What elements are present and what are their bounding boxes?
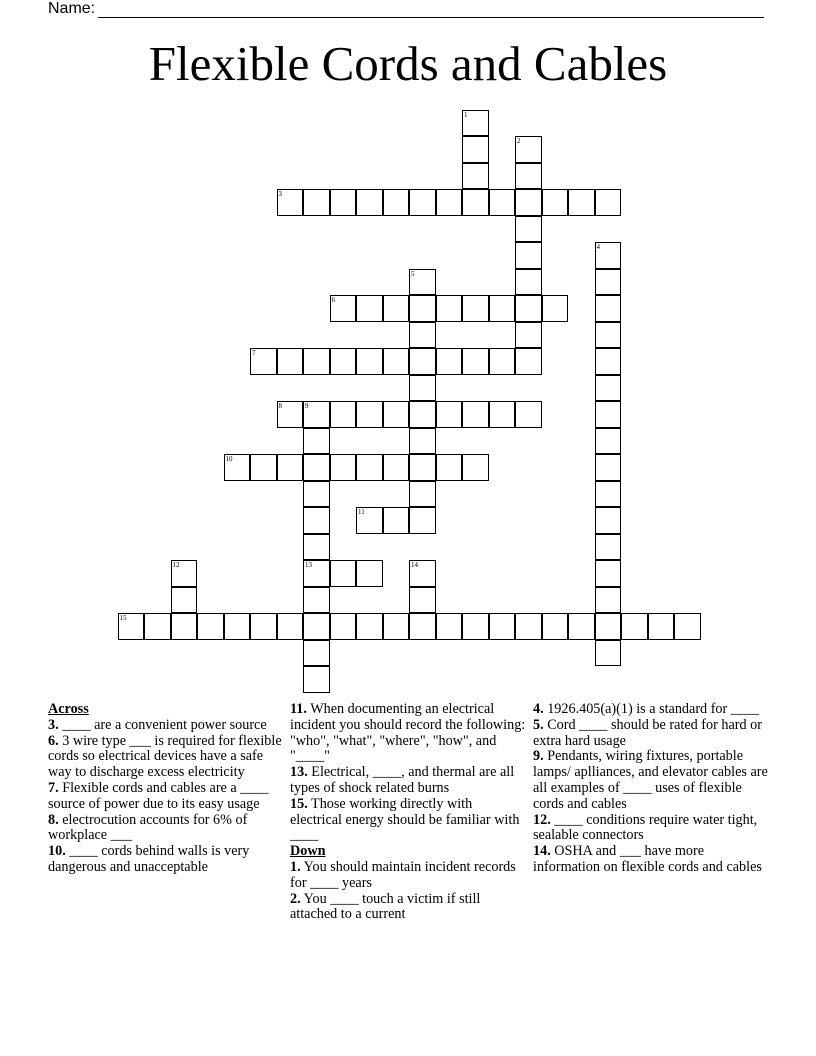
grid-cell[interactable] <box>515 613 542 640</box>
grid-cell[interactable] <box>277 348 304 375</box>
clue-number: 14 <box>411 561 418 569</box>
grid-cell[interactable] <box>409 481 436 508</box>
clue-across-15: 15. Those working directly with electrical energy should be familiar with ____ <box>290 795 520 844</box>
clue-number: 3 <box>278 190 282 198</box>
clue-number: 12 <box>172 561 180 569</box>
grid-cell[interactable] <box>542 295 569 322</box>
grid-cell[interactable] <box>409 348 436 375</box>
clues-column-3 <box>533 702 769 876</box>
grid-cell[interactable] <box>595 375 622 402</box>
grid-cell[interactable] <box>303 401 330 428</box>
grid-cell[interactable] <box>595 507 622 534</box>
grid-cell[interactable] <box>515 136 542 163</box>
grid-cell[interactable] <box>462 454 489 481</box>
grid-cell[interactable] <box>303 454 330 481</box>
grid-cell[interactable] <box>515 242 542 269</box>
grid-cell[interactable] <box>515 322 542 349</box>
grid-cell[interactable] <box>356 295 383 322</box>
clue-number: 7 <box>252 349 256 357</box>
clue-number: 2 <box>517 137 521 145</box>
grid-cell[interactable] <box>330 613 357 640</box>
grid-cell[interactable] <box>383 613 410 640</box>
grid-cell[interactable] <box>277 613 304 640</box>
grid-cell[interactable] <box>595 454 622 481</box>
grid-cell[interactable] <box>383 507 410 534</box>
grid-cell[interactable] <box>674 613 701 640</box>
grid-cell[interactable] <box>436 295 463 322</box>
grid-cell[interactable] <box>409 613 436 640</box>
grid-cell[interactable] <box>409 428 436 455</box>
grid-cell[interactable] <box>224 454 251 481</box>
name-label: Name: <box>48 0 96 17</box>
grid-cell[interactable] <box>436 613 463 640</box>
clue-number: 5 <box>411 269 415 278</box>
grid-cell[interactable] <box>383 454 410 481</box>
grid-cell[interactable] <box>409 587 436 614</box>
clue-down-5: 5. Cord ____ should be rated for hard or extra hard usage <box>533 716 762 749</box>
grid-cell[interactable] <box>462 401 489 428</box>
clues-column-2 <box>290 702 526 923</box>
grid-cell[interactable] <box>595 189 622 216</box>
grid-cell[interactable] <box>595 534 622 561</box>
grid-cell[interactable] <box>409 189 436 216</box>
clue-across-13: 13. Electrical, ____, and thermal are all types of shock related burns <box>290 764 515 796</box>
grid-cell[interactable] <box>303 481 330 508</box>
grid-cell[interactable] <box>489 189 516 216</box>
grid-cell[interactable] <box>621 613 648 640</box>
grid-cell[interactable] <box>356 560 383 587</box>
grid-cell[interactable] <box>303 534 330 561</box>
grid-cell[interactable] <box>356 613 383 640</box>
clue-number: 6 <box>331 296 335 304</box>
grid-cell[interactable] <box>171 613 198 640</box>
grid-cell[interactable] <box>595 242 622 269</box>
clue-down-2: 2. You ____ touch a victim if still attached to a current <box>290 890 481 923</box>
grid-cell[interactable] <box>595 587 622 614</box>
grid-cell[interactable] <box>489 348 516 375</box>
grid-cell[interactable] <box>462 163 489 190</box>
clue-number: 13 <box>305 561 312 569</box>
grid-cell[interactable] <box>356 507 383 534</box>
grid-cell[interactable] <box>383 295 410 322</box>
grid-cell[interactable] <box>595 269 622 296</box>
grid-cell[interactable] <box>250 348 277 375</box>
clue-down-1: 1. You should maintain incident records for ____ years <box>290 858 516 891</box>
grid-cell[interactable] <box>330 189 357 216</box>
grid-cell[interactable] <box>330 401 357 428</box>
grid-cell[interactable] <box>356 348 383 375</box>
grid-cell[interactable] <box>515 216 542 243</box>
grid-cell[interactable] <box>648 613 675 640</box>
grid-cell[interactable] <box>515 348 542 375</box>
grid-cell[interactable] <box>489 613 516 640</box>
clue-down-4: 4. 1926.405(a)(1) is a standard for ____ <box>533 701 760 717</box>
clue-down-9: 9. Pendants, wiring fixtures, portable lamps/ aplliances, and elevator cables are all examples of ____ uses of flexible cords and cables <box>533 748 768 812</box>
grid-cell[interactable] <box>595 613 622 640</box>
grid-cell[interactable] <box>595 428 622 455</box>
clue-across-11: 11. When documenting an electrical incident you should record the following: "who", "what", "where", "how", and "____" <box>290 701 526 765</box>
grid-cell[interactable] <box>515 295 542 322</box>
grid-cell[interactable] <box>409 295 436 322</box>
page-title: Flexible Cords and Cables <box>148 36 668 91</box>
grid-cell[interactable] <box>515 401 542 428</box>
clue-across-8: 8. electrocution accounts for 6% of workplace ___ <box>48 811 248 844</box>
grid-cell[interactable] <box>197 613 224 640</box>
grid-cell[interactable] <box>330 295 357 322</box>
grid-cell[interactable] <box>250 613 277 640</box>
grid-cell[interactable] <box>595 481 622 508</box>
grid-cell[interactable] <box>118 613 145 640</box>
grid-cell[interactable] <box>277 401 304 428</box>
grid-cell[interactable] <box>277 189 304 216</box>
grid-cell[interactable] <box>595 348 622 375</box>
grid-cell[interactable] <box>303 613 330 640</box>
grid-cell[interactable] <box>595 560 622 587</box>
grid-cell[interactable] <box>250 454 277 481</box>
grid-cell[interactable] <box>568 613 595 640</box>
grid-cell[interactable] <box>595 295 622 322</box>
grid-cell[interactable] <box>409 401 436 428</box>
grid-cell[interactable] <box>462 348 489 375</box>
clue-number: 9 <box>305 402 309 410</box>
grid-cell[interactable] <box>303 507 330 534</box>
grid-cell[interactable] <box>462 110 489 137</box>
clue-across-7: 7. Flexible cords and cables are a ____ source of power due to its easy usage <box>48 779 269 812</box>
grid-cell[interactable] <box>515 269 542 296</box>
clues-column-1 <box>48 702 284 876</box>
grid-cell[interactable] <box>595 322 622 349</box>
grid-cell[interactable] <box>409 375 436 402</box>
down-heading: Down <box>290 843 326 860</box>
clue-number: 1 <box>464 110 468 119</box>
grid-cell[interactable] <box>303 348 330 375</box>
grid-cell[interactable] <box>303 428 330 455</box>
grid-cell[interactable] <box>515 163 542 190</box>
grid-cell[interactable] <box>595 640 622 667</box>
grid-cell[interactable] <box>462 613 489 640</box>
clue-number: 10 <box>225 455 233 463</box>
grid-cell[interactable] <box>303 560 330 587</box>
grid-cell[interactable] <box>303 640 330 667</box>
clue-number: 11 <box>358 508 365 516</box>
grid-cell[interactable] <box>436 401 463 428</box>
clue-number: 15 <box>119 614 127 622</box>
grid-cell[interactable] <box>595 401 622 428</box>
clue-across-10: 10. ____ cords behind walls is very dangerous and unacceptable <box>48 843 250 875</box>
grid-cell[interactable] <box>436 348 463 375</box>
grid-cell[interactable] <box>383 348 410 375</box>
grid-cell[interactable] <box>542 613 569 640</box>
grid-cell[interactable] <box>462 136 489 163</box>
grid-cell[interactable] <box>409 560 436 587</box>
clue-down-12: 12. ____ conditions require water tight, sealable connectors <box>533 811 758 844</box>
grid-cell[interactable] <box>568 189 595 216</box>
grid-cell[interactable] <box>303 587 330 614</box>
across-heading: Across <box>48 701 89 717</box>
grid-cell[interactable] <box>409 269 436 296</box>
grid-cell[interactable] <box>489 295 516 322</box>
grid-cell[interactable] <box>409 454 436 481</box>
clue-down-14: 14. OSHA and ___ have more information on flexible cords and cables <box>533 843 762 875</box>
grid-cell[interactable] <box>144 613 171 640</box>
grid-cell[interactable] <box>462 295 489 322</box>
grid-cell[interactable] <box>330 348 357 375</box>
grid-cell[interactable] <box>489 401 516 428</box>
clue-across-6: 6. 3 wire type ___ is required for flexible cords so electrical devices have a safe way to discharge excess electricity <box>48 732 282 781</box>
grid-cell[interactable] <box>303 666 330 693</box>
grid-cell[interactable] <box>224 613 251 640</box>
grid-cell[interactable] <box>436 189 463 216</box>
grid-cell[interactable] <box>356 454 383 481</box>
grid-cell[interactable] <box>171 587 198 614</box>
grid-cell[interactable] <box>356 401 383 428</box>
grid-cell[interactable] <box>436 454 463 481</box>
grid-cell[interactable] <box>542 189 569 216</box>
clue-across-3: 3. ____ are a convenient power source <box>48 716 267 733</box>
grid-cell[interactable] <box>330 454 357 481</box>
grid-cell[interactable] <box>383 401 410 428</box>
grid-cell[interactable] <box>383 189 410 216</box>
grid-cell[interactable] <box>409 322 436 349</box>
clue-number: 4 <box>596 243 600 251</box>
grid-cell[interactable] <box>515 189 542 216</box>
grid-cell[interactable] <box>303 189 330 216</box>
grid-cell[interactable] <box>171 560 198 587</box>
clue-number: 8 <box>278 402 282 410</box>
grid-cell[interactable] <box>330 560 357 587</box>
grid-cell[interactable] <box>277 454 304 481</box>
grid-cell[interactable] <box>409 507 436 534</box>
grid-cell[interactable] <box>462 189 489 216</box>
grid-cell[interactable] <box>356 189 383 216</box>
